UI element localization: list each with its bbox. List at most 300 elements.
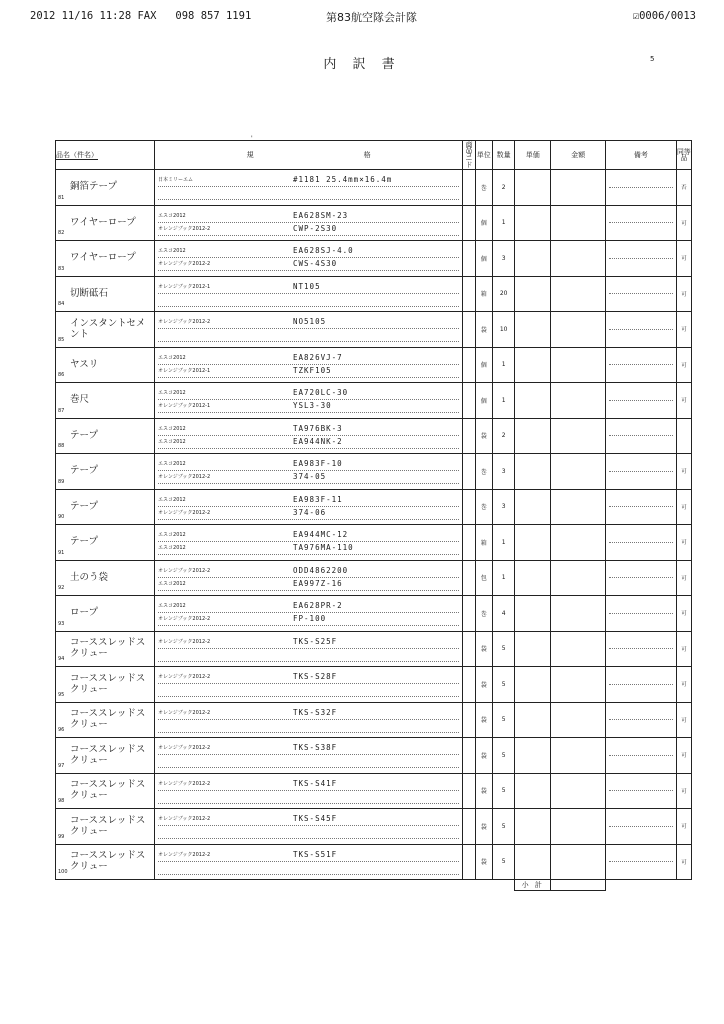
item-amount	[551, 489, 606, 525]
spec-line-empty	[158, 294, 459, 307]
item-unit-price	[515, 631, 551, 667]
item-spec-cell	[155, 418, 463, 454]
item-qty: 5	[492, 702, 514, 738]
spec-maker: オレンジブック2012-2	[158, 638, 211, 645]
item-unit: 袋	[475, 418, 492, 454]
spec-maker: エスコ2012	[158, 354, 186, 361]
item-qty: 5	[492, 667, 514, 703]
fax-sender: 第83航空隊会計隊	[326, 11, 417, 24]
item-qty: 5	[492, 631, 514, 667]
spec-maker: エスコ2012	[158, 461, 186, 468]
item-amount	[551, 205, 606, 241]
item-qty: 4	[492, 596, 514, 632]
item-avail: 可	[676, 312, 691, 348]
item-spec-cell	[155, 596, 463, 632]
document-title: 内 訳 書	[323, 57, 401, 72]
item-qty: 1	[492, 525, 514, 561]
table-row	[56, 667, 692, 703]
item-remarks	[606, 773, 676, 809]
item-avail: 可	[676, 702, 691, 738]
spec-model: TKS-S25F	[293, 636, 338, 646]
item-unit: 袋	[475, 702, 492, 738]
page-mark: 5	[650, 55, 655, 63]
header-unit-price: 単価	[515, 141, 551, 170]
fax-datetime: 2012 11/16 11:28 FAX	[30, 10, 157, 22]
item-spec-cell	[155, 702, 463, 738]
table-row	[56, 276, 692, 312]
item-code-cell	[463, 809, 475, 845]
spec-maker: エスコ2012	[158, 438, 186, 445]
item-avail: 可	[676, 596, 691, 632]
item-qty: 1	[492, 383, 514, 419]
spec-maker: オレンジブック2012-1	[158, 283, 211, 290]
header-remarks: 備考	[606, 141, 676, 170]
spec-model: 374-06	[293, 507, 327, 517]
item-avail	[676, 418, 691, 454]
item-qty: 2	[492, 170, 514, 206]
spec-line-empty	[158, 791, 459, 804]
item-name: ワイヤーロープ	[70, 216, 136, 228]
item-qty: 5	[492, 738, 514, 774]
item-unit: 袋	[475, 312, 492, 348]
item-unit: 巻	[475, 596, 492, 632]
item-remarks	[606, 383, 676, 419]
item-number: 81	[58, 194, 65, 201]
item-spec-cell	[155, 383, 463, 419]
item-avail: 可	[676, 631, 691, 667]
spec-model: EA944NK-2	[293, 436, 343, 446]
item-name-cell	[56, 241, 155, 277]
fax-header	[30, 10, 696, 26]
item-code-cell	[463, 667, 475, 703]
item-avail: 可	[676, 454, 691, 490]
table-row	[56, 489, 692, 525]
item-qty: 20	[492, 276, 514, 312]
item-unit-price	[515, 205, 551, 241]
spec-maker: オレンジブック2012-2	[158, 780, 211, 787]
item-name-cell	[56, 560, 155, 596]
header-code: 商品コード	[463, 141, 475, 170]
spec-line	[158, 245, 459, 258]
item-qty: 1	[492, 347, 514, 383]
item-unit: 箱	[475, 276, 492, 312]
item-unit-price	[515, 312, 551, 348]
spec-line	[158, 436, 459, 449]
item-spec-cell	[155, 454, 463, 490]
spec-maker: オレンジブック2012-2	[158, 816, 211, 823]
item-unit: 袋	[475, 631, 492, 667]
item-name: テープ	[70, 500, 99, 512]
item-spec-cell	[155, 205, 463, 241]
item-name-cell	[56, 312, 155, 348]
spec-line	[158, 223, 459, 236]
spec-model: NO5105	[293, 317, 327, 327]
item-name: テープ	[70, 536, 99, 548]
table-row	[56, 773, 692, 809]
item-number: 100	[58, 869, 68, 875]
item-name-cell	[56, 489, 155, 525]
item-spec-cell	[155, 773, 463, 809]
item-avail: 可	[676, 383, 691, 419]
spec-model: TKS-S45F	[293, 814, 338, 824]
item-amount	[551, 454, 606, 490]
item-code-cell	[463, 525, 475, 561]
item-unit-price	[515, 418, 551, 454]
spec-model: TA976BK-3	[293, 423, 343, 433]
table-row	[56, 454, 692, 490]
spec-maker: オレンジブック2012-2	[158, 261, 211, 268]
spec-model: EA997Z-16	[293, 578, 343, 588]
subtotal-label: 小 計	[515, 880, 551, 891]
table-row	[56, 560, 692, 596]
item-name: 切断砥石	[70, 287, 109, 299]
table-row	[56, 170, 692, 206]
spec-model: FP-100	[293, 614, 327, 624]
spec-model: TZKF105	[293, 365, 332, 375]
item-qty: 1	[492, 205, 514, 241]
spec-maker: オレンジブック2012-2	[158, 474, 211, 481]
spec-model: #1181 25.4mm×16.4m	[293, 175, 393, 185]
spec-line	[158, 458, 459, 471]
item-number: 90	[58, 514, 65, 520]
item-unit: 巻	[475, 489, 492, 525]
item-unit-price	[515, 347, 551, 383]
spec-line	[158, 281, 459, 294]
item-spec-cell	[155, 347, 463, 383]
spec-line	[158, 613, 459, 626]
item-name-cell	[56, 170, 155, 206]
item-amount	[551, 773, 606, 809]
spec-model: TKS-S41F	[293, 778, 338, 788]
item-amount	[551, 738, 606, 774]
item-number: 91	[58, 549, 65, 556]
item-spec-cell	[155, 631, 463, 667]
spec-maker: エスコ2012	[158, 545, 186, 552]
spec-maker: 日本ミリーエム	[158, 177, 194, 184]
item-name-cell	[56, 844, 155, 880]
item-remarks	[606, 667, 676, 703]
spec-maker: エスコ2012	[158, 390, 186, 397]
item-avail: 可	[676, 773, 691, 809]
item-number: 96	[58, 727, 65, 733]
spec-model: EA983F-11	[293, 494, 343, 504]
item-unit-price	[515, 738, 551, 774]
item-unit-price	[515, 525, 551, 561]
subtotal-row	[56, 880, 692, 891]
item-spec-cell	[155, 276, 463, 312]
spec-line	[158, 174, 459, 187]
spec-line-empty	[158, 649, 459, 662]
item-name: 土のう袋	[70, 571, 109, 583]
item-spec-cell	[155, 560, 463, 596]
item-number: 87	[58, 407, 65, 414]
spec-maker: オレンジブック2012-2	[158, 674, 211, 681]
item-qty: 1	[492, 560, 514, 596]
spec-maker: エスコ2012	[158, 580, 186, 587]
item-number: 93	[58, 620, 65, 627]
item-name-cell	[56, 631, 155, 667]
spec-line	[158, 423, 459, 436]
item-unit-price	[515, 276, 551, 312]
item-remarks	[606, 312, 676, 348]
item-amount	[551, 631, 606, 667]
item-unit-price	[515, 241, 551, 277]
spec-model: YSL3-30	[293, 401, 332, 411]
spec-line	[158, 387, 459, 400]
item-avail: 可	[676, 525, 691, 561]
item-name: コーススレッドスクリュー	[70, 708, 146, 731]
item-unit: 袋	[475, 844, 492, 880]
item-unit: 箱	[475, 525, 492, 561]
spec-maker: オレンジブック2012-2	[158, 616, 211, 623]
header-name: 品名（件名）	[56, 141, 155, 170]
item-amount	[551, 418, 606, 454]
item-unit: 袋	[475, 667, 492, 703]
item-number: 92	[58, 585, 65, 591]
spec-line	[158, 400, 459, 413]
spec-model: TKS-S28F	[293, 672, 338, 682]
spec-line	[158, 352, 459, 365]
item-avail: 可	[676, 809, 691, 845]
item-number: 88	[58, 443, 65, 449]
header-avail: 同等品	[676, 141, 691, 170]
spec-line-empty	[158, 684, 459, 697]
item-number: 97	[58, 762, 65, 769]
spec-line	[158, 258, 459, 271]
item-unit: 巻	[475, 454, 492, 490]
item-qty: 2	[492, 418, 514, 454]
table-row	[56, 241, 692, 277]
header-unit: 単位	[475, 141, 492, 170]
item-unit-price	[515, 773, 551, 809]
spec-maker: エスコ2012	[158, 603, 186, 610]
table-row	[56, 702, 692, 738]
item-unit-price	[515, 702, 551, 738]
item-number: 95	[58, 691, 65, 698]
item-unit-price	[515, 844, 551, 880]
spec-model: EA720LC-30	[293, 388, 349, 398]
item-number: 84	[58, 301, 65, 307]
item-avail: 可	[676, 667, 691, 703]
item-remarks	[606, 560, 676, 596]
item-avail: 可	[676, 738, 691, 774]
item-unit: 巻	[475, 170, 492, 206]
spec-line-empty	[158, 187, 459, 200]
spec-line	[158, 507, 459, 520]
item-unit-price	[515, 489, 551, 525]
item-name-cell	[56, 205, 155, 241]
header-amount: 金額	[551, 141, 606, 170]
item-code-cell	[463, 738, 475, 774]
item-remarks	[606, 525, 676, 561]
spec-line	[158, 600, 459, 613]
table-row	[56, 738, 692, 774]
item-remarks	[606, 170, 676, 206]
spec-line	[158, 494, 459, 507]
item-avail: 可	[676, 489, 691, 525]
item-amount	[551, 383, 606, 419]
item-code-cell	[463, 596, 475, 632]
item-amount	[551, 312, 606, 348]
spec-maker: オレンジブック2012-2	[158, 225, 211, 232]
item-code-cell	[463, 205, 475, 241]
spec-line	[158, 671, 459, 684]
item-unit: 袋	[475, 809, 492, 845]
spec-line	[158, 849, 459, 862]
table-row	[56, 844, 692, 880]
spec-line	[158, 316, 459, 329]
spec-line	[158, 210, 459, 223]
table-row	[56, 631, 692, 667]
item-code-cell	[463, 773, 475, 809]
item-unit-price	[515, 809, 551, 845]
item-amount	[551, 809, 606, 845]
item-name: コーススレッドスクリュー	[70, 637, 146, 660]
spec-model: TKS-S32F	[293, 707, 338, 717]
item-unit: 個	[475, 347, 492, 383]
item-amount	[551, 170, 606, 206]
spec-line	[158, 813, 459, 826]
item-name: ワイヤーロープ	[70, 252, 136, 264]
item-name-cell	[56, 809, 155, 845]
item-amount	[551, 525, 606, 561]
item-unit: 個	[475, 241, 492, 277]
item-qty: 3	[492, 454, 514, 490]
item-name-cell	[56, 454, 155, 490]
item-unit: 包	[475, 560, 492, 596]
table-row	[56, 525, 692, 561]
item-avail: 可	[676, 560, 691, 596]
item-spec-cell	[155, 667, 463, 703]
spec-maker: オレンジブック2012-2	[158, 567, 211, 574]
spec-line	[158, 636, 459, 649]
item-name: ヤスリ	[70, 358, 99, 370]
item-name-cell	[56, 383, 155, 419]
spec-line	[158, 578, 459, 591]
item-name: コーススレッドスクリュー	[70, 850, 146, 873]
item-code-cell	[463, 702, 475, 738]
item-qty: 10	[492, 312, 514, 348]
item-name: 銅箔テープ	[70, 181, 118, 193]
spec-maker: エスコ2012	[158, 496, 186, 503]
subtotal-amount	[551, 880, 606, 891]
spec-maker: オレンジブック2012-1	[158, 403, 211, 410]
item-spec-cell	[155, 809, 463, 845]
item-unit-price	[515, 170, 551, 206]
spec-maker: オレンジブック2012-1	[158, 367, 211, 374]
spec-line	[158, 542, 459, 555]
item-avail: 可	[676, 347, 691, 383]
item-remarks	[606, 809, 676, 845]
item-spec-cell	[155, 312, 463, 348]
spec-model: EA944MC-12	[293, 530, 349, 540]
spec-model: CWP-2S30	[293, 223, 338, 233]
item-spec-cell	[155, 170, 463, 206]
item-number: 85	[58, 336, 65, 343]
spec-line	[158, 365, 459, 378]
item-unit-price	[515, 667, 551, 703]
item-remarks	[606, 738, 676, 774]
header-row	[56, 141, 692, 170]
item-code-cell	[463, 844, 475, 880]
table-row	[56, 347, 692, 383]
spec-model: EA983F-10	[293, 459, 343, 469]
item-name: テープ	[70, 465, 99, 477]
item-amount	[551, 276, 606, 312]
item-name: コーススレッドスクリュー	[70, 672, 146, 695]
spec-model: EA628PR-2	[293, 601, 343, 611]
item-remarks	[606, 631, 676, 667]
item-code-cell	[463, 489, 475, 525]
item-unit: 個	[475, 205, 492, 241]
item-remarks	[606, 844, 676, 880]
table-row	[56, 596, 692, 632]
header-qty: 数量	[492, 141, 514, 170]
spec-line-empty	[158, 720, 459, 733]
spec-model: ODD4862200	[293, 565, 349, 575]
item-name-cell	[56, 347, 155, 383]
item-unit-price	[515, 454, 551, 490]
item-remarks	[606, 418, 676, 454]
item-unit: 個	[475, 383, 492, 419]
item-number: 89	[58, 478, 65, 485]
spec-model: EA628SM-23	[293, 210, 349, 220]
item-remarks	[606, 454, 676, 490]
spec-model: TA976MA-110	[293, 543, 354, 553]
item-code-cell	[463, 454, 475, 490]
item-qty: 3	[492, 241, 514, 277]
spec-line	[158, 471, 459, 484]
item-name: コーススレッドスクリュー	[70, 814, 146, 837]
spec-line-empty	[158, 755, 459, 768]
spec-line	[158, 742, 459, 755]
item-name: テープ	[70, 429, 99, 441]
table-body	[56, 170, 692, 880]
item-unit-price	[515, 383, 551, 419]
item-name-cell	[56, 418, 155, 454]
spec-line-empty	[158, 329, 459, 342]
spec-maker: オレンジブック2012-2	[158, 851, 211, 858]
item-code-cell	[463, 276, 475, 312]
item-number: 99	[58, 833, 65, 840]
item-name-cell	[56, 702, 155, 738]
spec-model: TKS-S51F	[293, 849, 338, 859]
item-remarks	[606, 276, 676, 312]
spec-maker: エスコ2012	[158, 425, 186, 432]
item-spec-cell	[155, 489, 463, 525]
table-row	[56, 205, 692, 241]
item-qty: 5	[492, 844, 514, 880]
item-code-cell	[463, 241, 475, 277]
spec-model: NT105	[293, 281, 321, 291]
item-amount	[551, 702, 606, 738]
item-name: コーススレッドスクリュー	[70, 779, 146, 802]
spec-model: CWS-4S30	[293, 259, 338, 269]
item-spec-cell	[155, 844, 463, 880]
item-name-cell	[56, 667, 155, 703]
item-number: 82	[58, 230, 65, 236]
item-number: 94	[58, 656, 65, 662]
item-code-cell	[463, 631, 475, 667]
item-amount	[551, 241, 606, 277]
fax-page-counter: ☑0006/0013	[632, 10, 696, 22]
spec-line-empty	[158, 862, 459, 875]
spec-maker: エスコ2012	[158, 248, 186, 255]
item-number: 83	[58, 265, 65, 272]
item-code-cell	[463, 347, 475, 383]
item-code-cell	[463, 383, 475, 419]
spec-maker: エスコ2012	[158, 212, 186, 219]
